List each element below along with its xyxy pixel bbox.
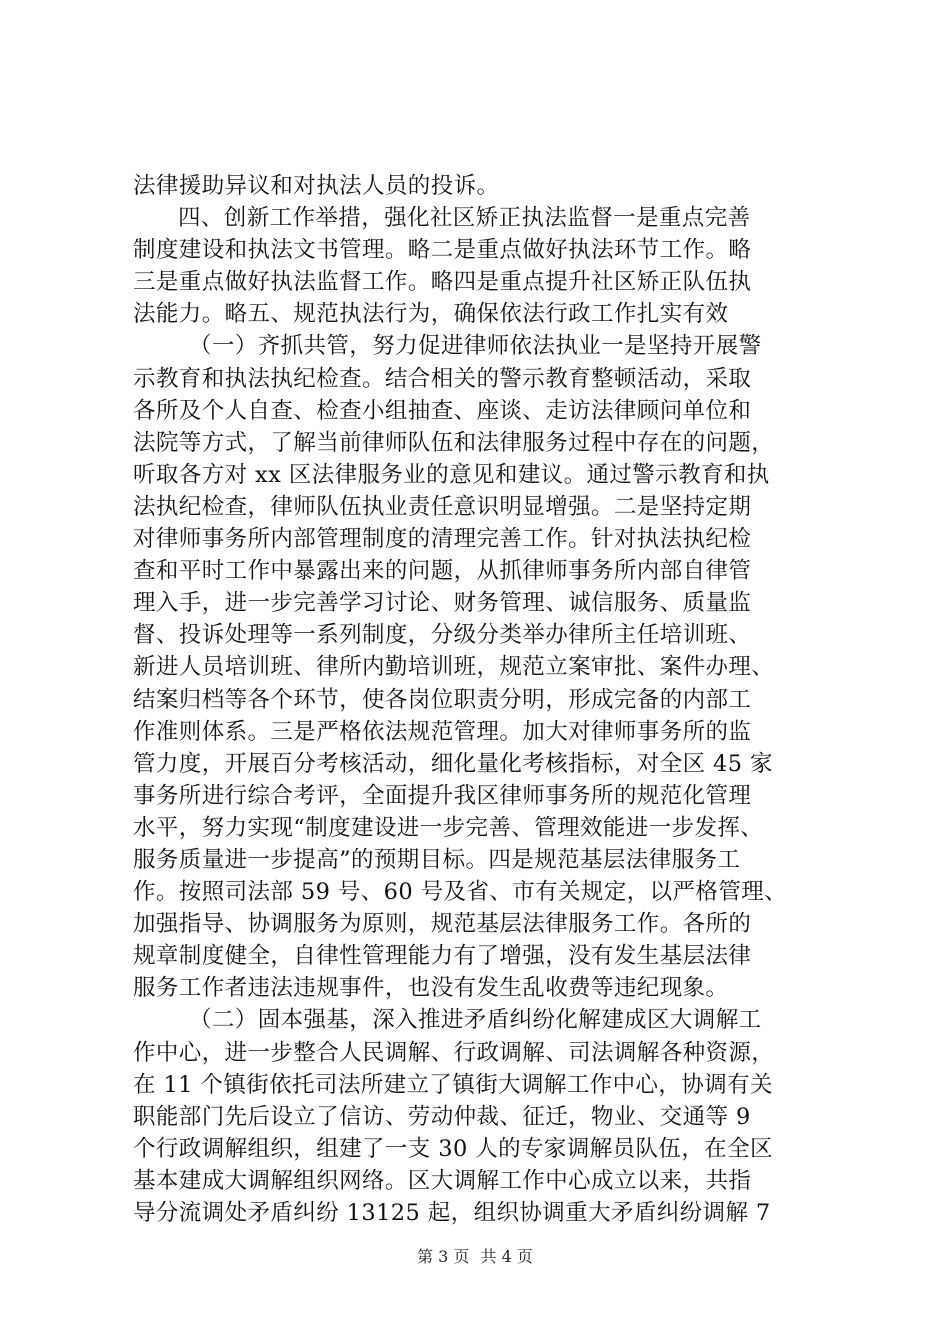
text-line: 法能力。略五、规范执法行为，确保依法行政工作扎实有效 xyxy=(133,301,729,328)
text-line: 规章制度健全，自律性管理能力有了增强，没有发生基层法律 xyxy=(133,943,752,970)
page-number: 第 3 页 xyxy=(417,1247,470,1266)
text-line: 各所及个人自查、检查小组抽查、座谈、走访法律顾问单位和 xyxy=(133,397,752,424)
text-line: 管力度，开展百分考核活动，细化量化考核指标，对全区 45 家 xyxy=(133,750,773,777)
text-line: 新进人员培训班、律所内勤培训班，规范立案审批、案件办理、 xyxy=(133,654,775,681)
text-line: 法院等方式，了解当前律师队伍和法律服务过程中存在的问题， xyxy=(133,429,775,456)
text-line: 服务质量进一步提高”的预期目标。四是规范基层法律服务工 xyxy=(133,846,741,873)
text-line: 三是重点做好执法监督工作。略四是重点提升社区矫正队伍执 xyxy=(133,269,752,296)
text-line: （一）齐抓共管，努力促进律师依法执业一是坚持开展警 xyxy=(189,333,762,360)
text-line: 理入手，进一步完善学习讨论、财务管理、诚信服务、质量监 xyxy=(133,590,752,617)
text-line: 结案归档等各个环节，使各岗位职责分明，形成完备的内部工 xyxy=(133,686,752,713)
text-line: 在 11 个镇街依托司法所建立了镇街大调解工作中心，协调有关 xyxy=(133,1071,773,1098)
text-line: 听取各方对 xx 区法律服务业的意见和建议。通过警示教育和执 xyxy=(133,461,770,488)
text-line: 制度建设和执法文书管理。略二是重点做好执法环节工作。略 xyxy=(133,237,752,264)
text-line: （二）固本强基，深入推进矛盾纠纷化解建成区大调解工 xyxy=(189,1007,762,1034)
text-line: 水平，努力实现“制度建设进一步完善、管理效能进一步发挥、 xyxy=(133,814,764,841)
text-line: 职能部门先后设立了信访、劳动仲裁、征迁，物业、交通等 9 xyxy=(133,1103,751,1130)
page-footer xyxy=(0,1244,950,1267)
text-line: 导分流调处矛盾纠纷 13125 起，组织协调重大矛盾纠纷调解 7 xyxy=(133,1200,771,1226)
text-line: 作。按照司法部 59 号、60 号及省、市有关规定，以严格管理、 xyxy=(133,879,788,906)
text-line: 作准则体系。三是严格依法规范管理。加大对律师事务所的监 xyxy=(133,718,752,745)
text-line: 法执纪检查，律师队伍执业责任意识明显增强。二是坚持定期 xyxy=(133,493,752,520)
text-line: 示教育和执法执纪检查。结合相关的警示教育整顿活动，采取 xyxy=(133,365,752,392)
text-line: 服务工作者违法违规事件，也没有发生乱收费等违纪现象。 xyxy=(133,975,729,1002)
text-line: 对律师事务所内部管理制度的清理完善工作。针对执法执纪检 xyxy=(133,526,752,553)
text-line: 作中心，进一步整合人民调解、行政调解、司法调解各种资源， xyxy=(133,1039,775,1066)
text-line: 加强指导、协调服务为原则，规范基层法律服务工作。各所的 xyxy=(133,911,752,938)
text-line: 事务所进行综合考评，全面提升我区律师事务所的规范化管理 xyxy=(133,782,752,809)
page-total: 共 4 页 xyxy=(480,1247,533,1266)
text-line: 四、创新工作举措，强化社区矫正执法监督一是重点完善 xyxy=(178,205,751,232)
text-line: 督、投诉处理等一系列制度，分级分类举办律所主任培训班、 xyxy=(133,622,752,649)
text-line: 个行政调解组织，组建了一支 30 人的专家调解员队伍，在全区 xyxy=(133,1135,773,1162)
text-line: 基本建成大调解组织网络。区大调解工作中心成立以来，共指 xyxy=(133,1167,752,1194)
text-line: 查和平时工作中暴露出来的问题，从抓律师事务所内部自律管 xyxy=(133,558,752,585)
text-line: 法律援助异议和对执法人员的投诉。 xyxy=(133,173,500,199)
document-body xyxy=(133,170,828,1229)
